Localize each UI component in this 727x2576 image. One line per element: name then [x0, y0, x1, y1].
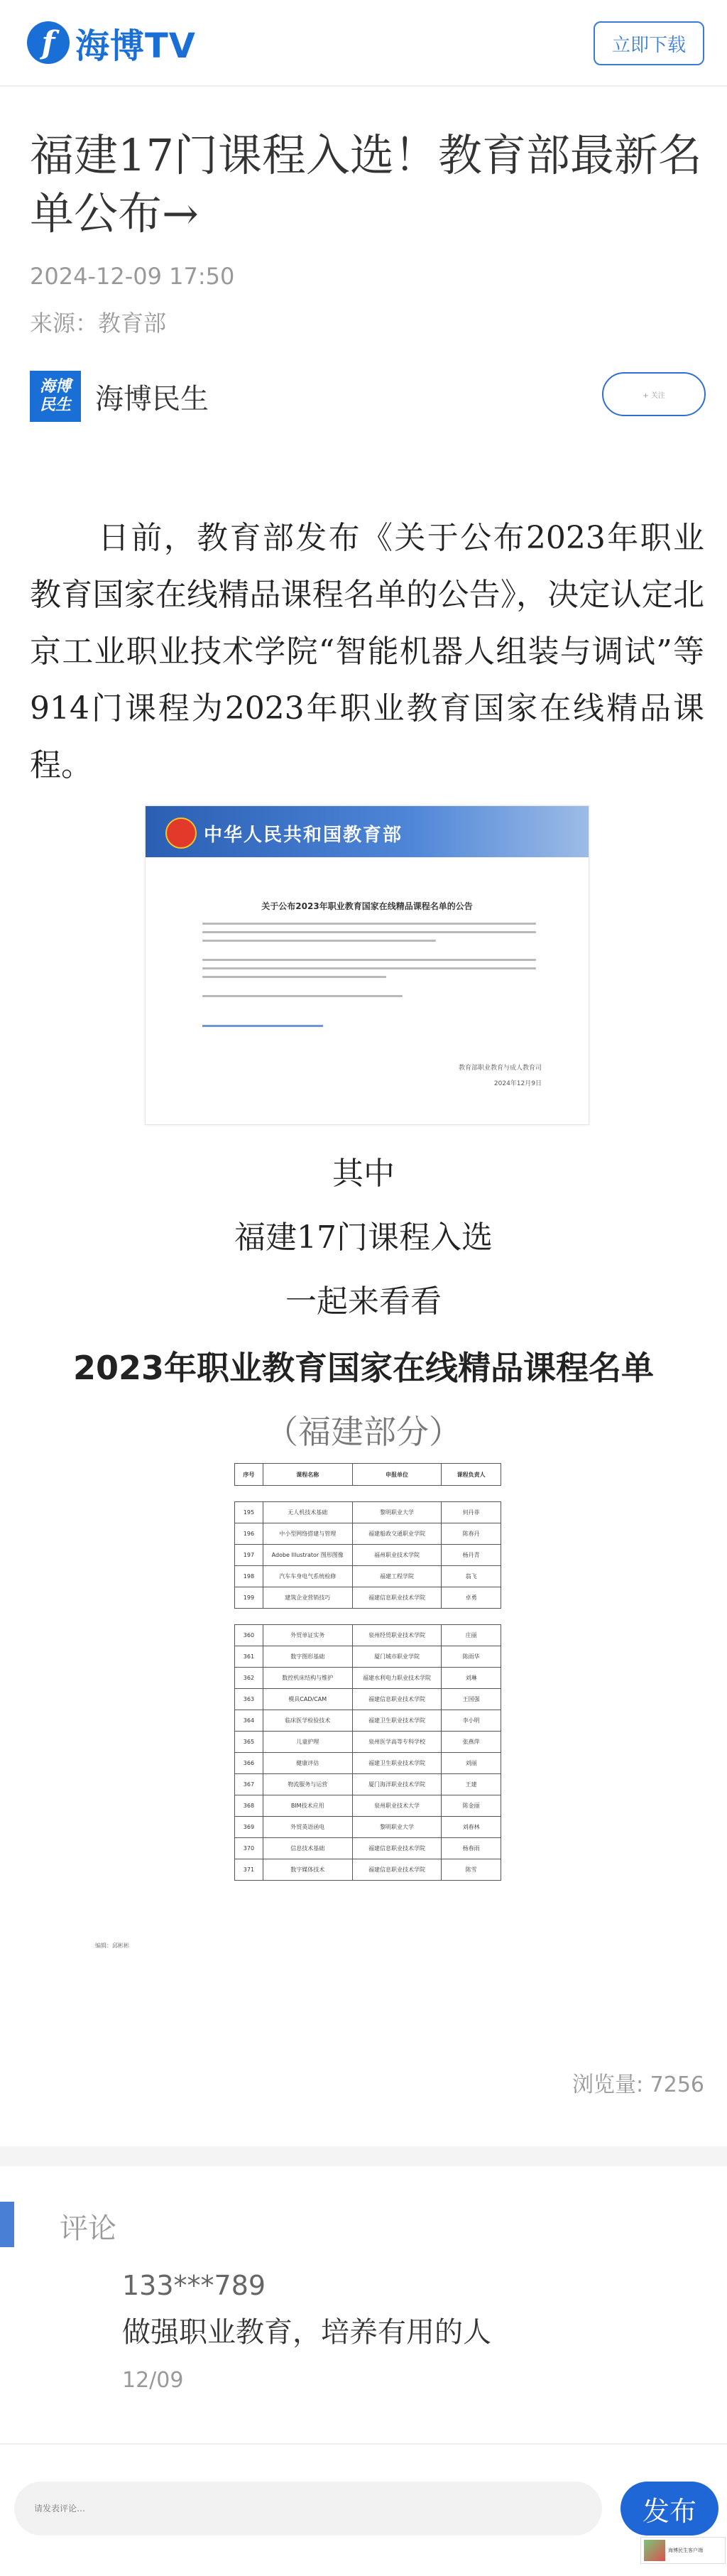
comments-heading: 评论 — [60, 2212, 116, 2245]
table-cell: 福建信息职业技术学院 — [352, 1689, 442, 1710]
ministry-notice-image — [145, 805, 589, 1125]
notice-banner — [146, 806, 589, 857]
intro-line-3: 一起来看看 — [285, 1283, 442, 1320]
table-cell: 360 — [235, 1625, 263, 1646]
table-header-cell: 课程负责人 — [442, 1464, 501, 1486]
table-cell: 刘琳 — [442, 1668, 501, 1689]
table-cell: 物流服务与运营 — [263, 1774, 352, 1795]
table-cell: 厦门海洋职业技术学院 — [352, 1774, 442, 1795]
table-cell: 李小明 — [442, 1710, 501, 1732]
table-cell: 外贸英语函电 — [263, 1817, 352, 1838]
table-cell: 健康评估 — [263, 1753, 352, 1774]
table-row — [235, 1625, 501, 1646]
view-count: 浏览量: 7256 — [572, 2072, 704, 2097]
comments-accent-bar — [0, 2202, 14, 2247]
table-cell: 364 — [235, 1710, 263, 1732]
table-cell: 信息技术基础 — [263, 1838, 352, 1859]
logo-text: 海博TV — [75, 26, 196, 66]
table-cell: 泉州职业技术大学 — [352, 1795, 442, 1817]
table-cell: 何丹菲 — [442, 1502, 501, 1523]
list-subtitle: （福建部分） — [266, 1413, 461, 1451]
table-cell: 杨丹青 — [442, 1545, 501, 1566]
table-cell: 黎明职业大学 — [352, 1502, 442, 1523]
table-cell: 王建 — [442, 1774, 501, 1795]
table-cell: 福建信息职业技术学院 — [352, 1587, 442, 1609]
notice-attachment-link — [202, 1025, 323, 1027]
table-cell: 福州职业技术学院 — [352, 1545, 442, 1566]
table-cell: 建筑企业营销技巧 — [263, 1587, 352, 1609]
table-cell: 367 — [235, 1774, 263, 1795]
table-cell: 198 — [235, 1566, 263, 1587]
table-cell: 黎明职业大学 — [352, 1817, 442, 1838]
national-emblem-icon — [165, 817, 197, 849]
table-header-row — [235, 1464, 501, 1486]
table-cell: 福建信息职业技术学院 — [352, 1838, 442, 1859]
table-header-cell: 申报单位 — [352, 1464, 442, 1486]
table-row — [235, 1795, 501, 1817]
table-cell: 362 — [235, 1668, 263, 1689]
editor-note: 编辑：邱彬彬 — [95, 1942, 129, 1949]
table-cell: 数控机床结构与维护 — [263, 1668, 352, 1689]
table-cell: 196 — [235, 1523, 263, 1545]
table-cell: 陈雪 — [442, 1859, 501, 1881]
table-cell: 361 — [235, 1646, 263, 1668]
table-cell: BIM技术应用 — [263, 1795, 352, 1817]
table-cell: 370 — [235, 1838, 263, 1859]
article-title: 福建17门课程入选！教育部最新名单公布→ — [30, 129, 702, 239]
table-cell: 外贸单证实务 — [263, 1625, 352, 1646]
table-row — [235, 1545, 501, 1566]
author-row[interactable] — [30, 371, 209, 422]
table-cell: 福建船政交通职业学院 — [352, 1523, 442, 1545]
table-row — [235, 1774, 501, 1795]
table-cell: 无人机技术基础 — [263, 1502, 352, 1523]
table-cell: 福建卫生职业技术学院 — [352, 1710, 442, 1732]
notice-signature — [459, 1060, 542, 1092]
notice-text-lines — [202, 923, 536, 1004]
article-paragraph: 日前，教育部发布《关于公布2023年职业教育国家在线精品课程名单的公告》，决定认定北京工业职业技术学院“智能机器人组装与调试”等914门课程为2023年职业教育国家在线精品课程。 — [30, 520, 704, 783]
table-cell: 刘春林 — [442, 1817, 501, 1838]
follow-button[interactable]: + 关注 — [602, 372, 706, 416]
comment-input[interactable] — [14, 2482, 602, 2536]
table-header-cell: 序号 — [235, 1464, 263, 1486]
table-row — [235, 1732, 501, 1753]
top-bar — [0, 0, 727, 87]
notice-sign-date: 2024年12月9日 — [493, 1080, 542, 1087]
table-cell: 199 — [235, 1587, 263, 1609]
comment-username: 133***789 — [122, 2270, 266, 2301]
table-cell: Adobe Illustrator 图形图像 — [263, 1545, 352, 1566]
table-row — [235, 1859, 501, 1881]
table-cell: 197 — [235, 1545, 263, 1566]
avatar-line-2: 民生 — [39, 396, 71, 414]
haibo-tv-logo[interactable] — [27, 20, 196, 65]
author-name[interactable]: 海博民生 — [95, 382, 209, 415]
table-cell: 368 — [235, 1795, 263, 1817]
table-cell: 临床医学检验技术 — [263, 1710, 352, 1732]
comment-date: 12/09 — [122, 2368, 184, 2393]
table-cell: 福建水利电力职业技术学院 — [352, 1668, 442, 1689]
course-list-table — [234, 1463, 501, 1881]
table-row — [235, 1668, 501, 1689]
table-row — [235, 1838, 501, 1859]
table-cell: 363 — [235, 1689, 263, 1710]
table-row — [235, 1502, 501, 1523]
table-cell: 翁飞 — [442, 1566, 501, 1587]
table-gap-row — [235, 1609, 501, 1625]
table-row — [235, 1817, 501, 1838]
table-cell: 陈金丽 — [442, 1795, 501, 1817]
notice-ministry-name: 中华人民共和国教育部 — [204, 825, 403, 846]
table-cell: 陈雨华 — [442, 1646, 501, 1668]
table-cell: 中小型网络搭建与管理 — [263, 1523, 352, 1545]
intro-line-2: 福建17门课程入选 — [234, 1219, 493, 1256]
table-cell: 福建信息职业技术学院 — [352, 1859, 442, 1881]
badge-text: 海博民生客户端 — [668, 2548, 703, 2553]
table-gap-row — [235, 1486, 501, 1502]
table-cell: 371 — [235, 1859, 263, 1881]
table-row — [235, 1710, 501, 1732]
table-cell: 卓勇 — [442, 1587, 501, 1609]
table-row — [235, 1587, 501, 1609]
badge-thumbnail-icon — [644, 2540, 665, 2561]
publish-date: 2024-12-09 17:50 — [30, 263, 235, 290]
table-row — [235, 1646, 501, 1668]
author-avatar[interactable] — [30, 371, 81, 422]
table-cell: 汽车车身电气系统检修 — [263, 1566, 352, 1587]
intro-line-1: 其中 — [332, 1156, 395, 1192]
table-cell: 泉州医学高等专科学校 — [352, 1732, 442, 1753]
publish-button[interactable]: 发布 — [621, 2482, 718, 2536]
table-cell: 儿童护理 — [263, 1732, 352, 1753]
table-row — [235, 1753, 501, 1774]
table-row — [235, 1523, 501, 1545]
table-cell: 365 — [235, 1732, 263, 1753]
table-cell: 366 — [235, 1753, 263, 1774]
table-cell: 模具CAD/CAM — [263, 1689, 352, 1710]
table-cell: 数字图形基础 — [263, 1646, 352, 1668]
notice-sign-dept: 教育部职业教育与成人教育司 — [458, 1065, 542, 1072]
table-cell: 369 — [235, 1817, 263, 1838]
table-cell: 陈春丹 — [442, 1523, 501, 1545]
table-cell: 厦门城市职业学院 — [352, 1646, 442, 1668]
table-cell: 福建工程学院 — [352, 1566, 442, 1587]
table-row — [235, 1689, 501, 1710]
article-source: 来源：教育部 — [30, 310, 167, 337]
table-row — [235, 1566, 501, 1587]
table-cell: 杨春雨 — [442, 1838, 501, 1859]
section-divider — [0, 2146, 727, 2166]
comment-text: 做强职业教育，培养有用的人 — [122, 2316, 491, 2349]
table-cell: 刘丽 — [442, 1753, 501, 1774]
download-app-button[interactable]: 立即下载 — [594, 21, 704, 65]
avatar-line-1: 海博 — [39, 378, 71, 396]
table-cell: 数字媒体技术 — [263, 1859, 352, 1881]
table-cell: 福建卫生职业技术学院 — [352, 1753, 442, 1774]
table-header-cell: 课程名称 — [263, 1464, 352, 1486]
table-cell: 泉州经贸职业技术学院 — [352, 1625, 442, 1646]
notice-heading: 关于公布2023年职业教育国家在线精品课程名单的公告 — [261, 901, 473, 911]
app-corner-badge[interactable] — [640, 2537, 726, 2564]
list-title: 2023年职业教育国家在线精品课程名单 — [72, 1349, 655, 1387]
logo-mark-icon: f — [27, 21, 70, 64]
table-cell: 张燕萍 — [442, 1732, 501, 1753]
table-cell: 195 — [235, 1502, 263, 1523]
table-cell: 庄丽 — [442, 1625, 501, 1646]
table-cell: 王国强 — [442, 1689, 501, 1710]
